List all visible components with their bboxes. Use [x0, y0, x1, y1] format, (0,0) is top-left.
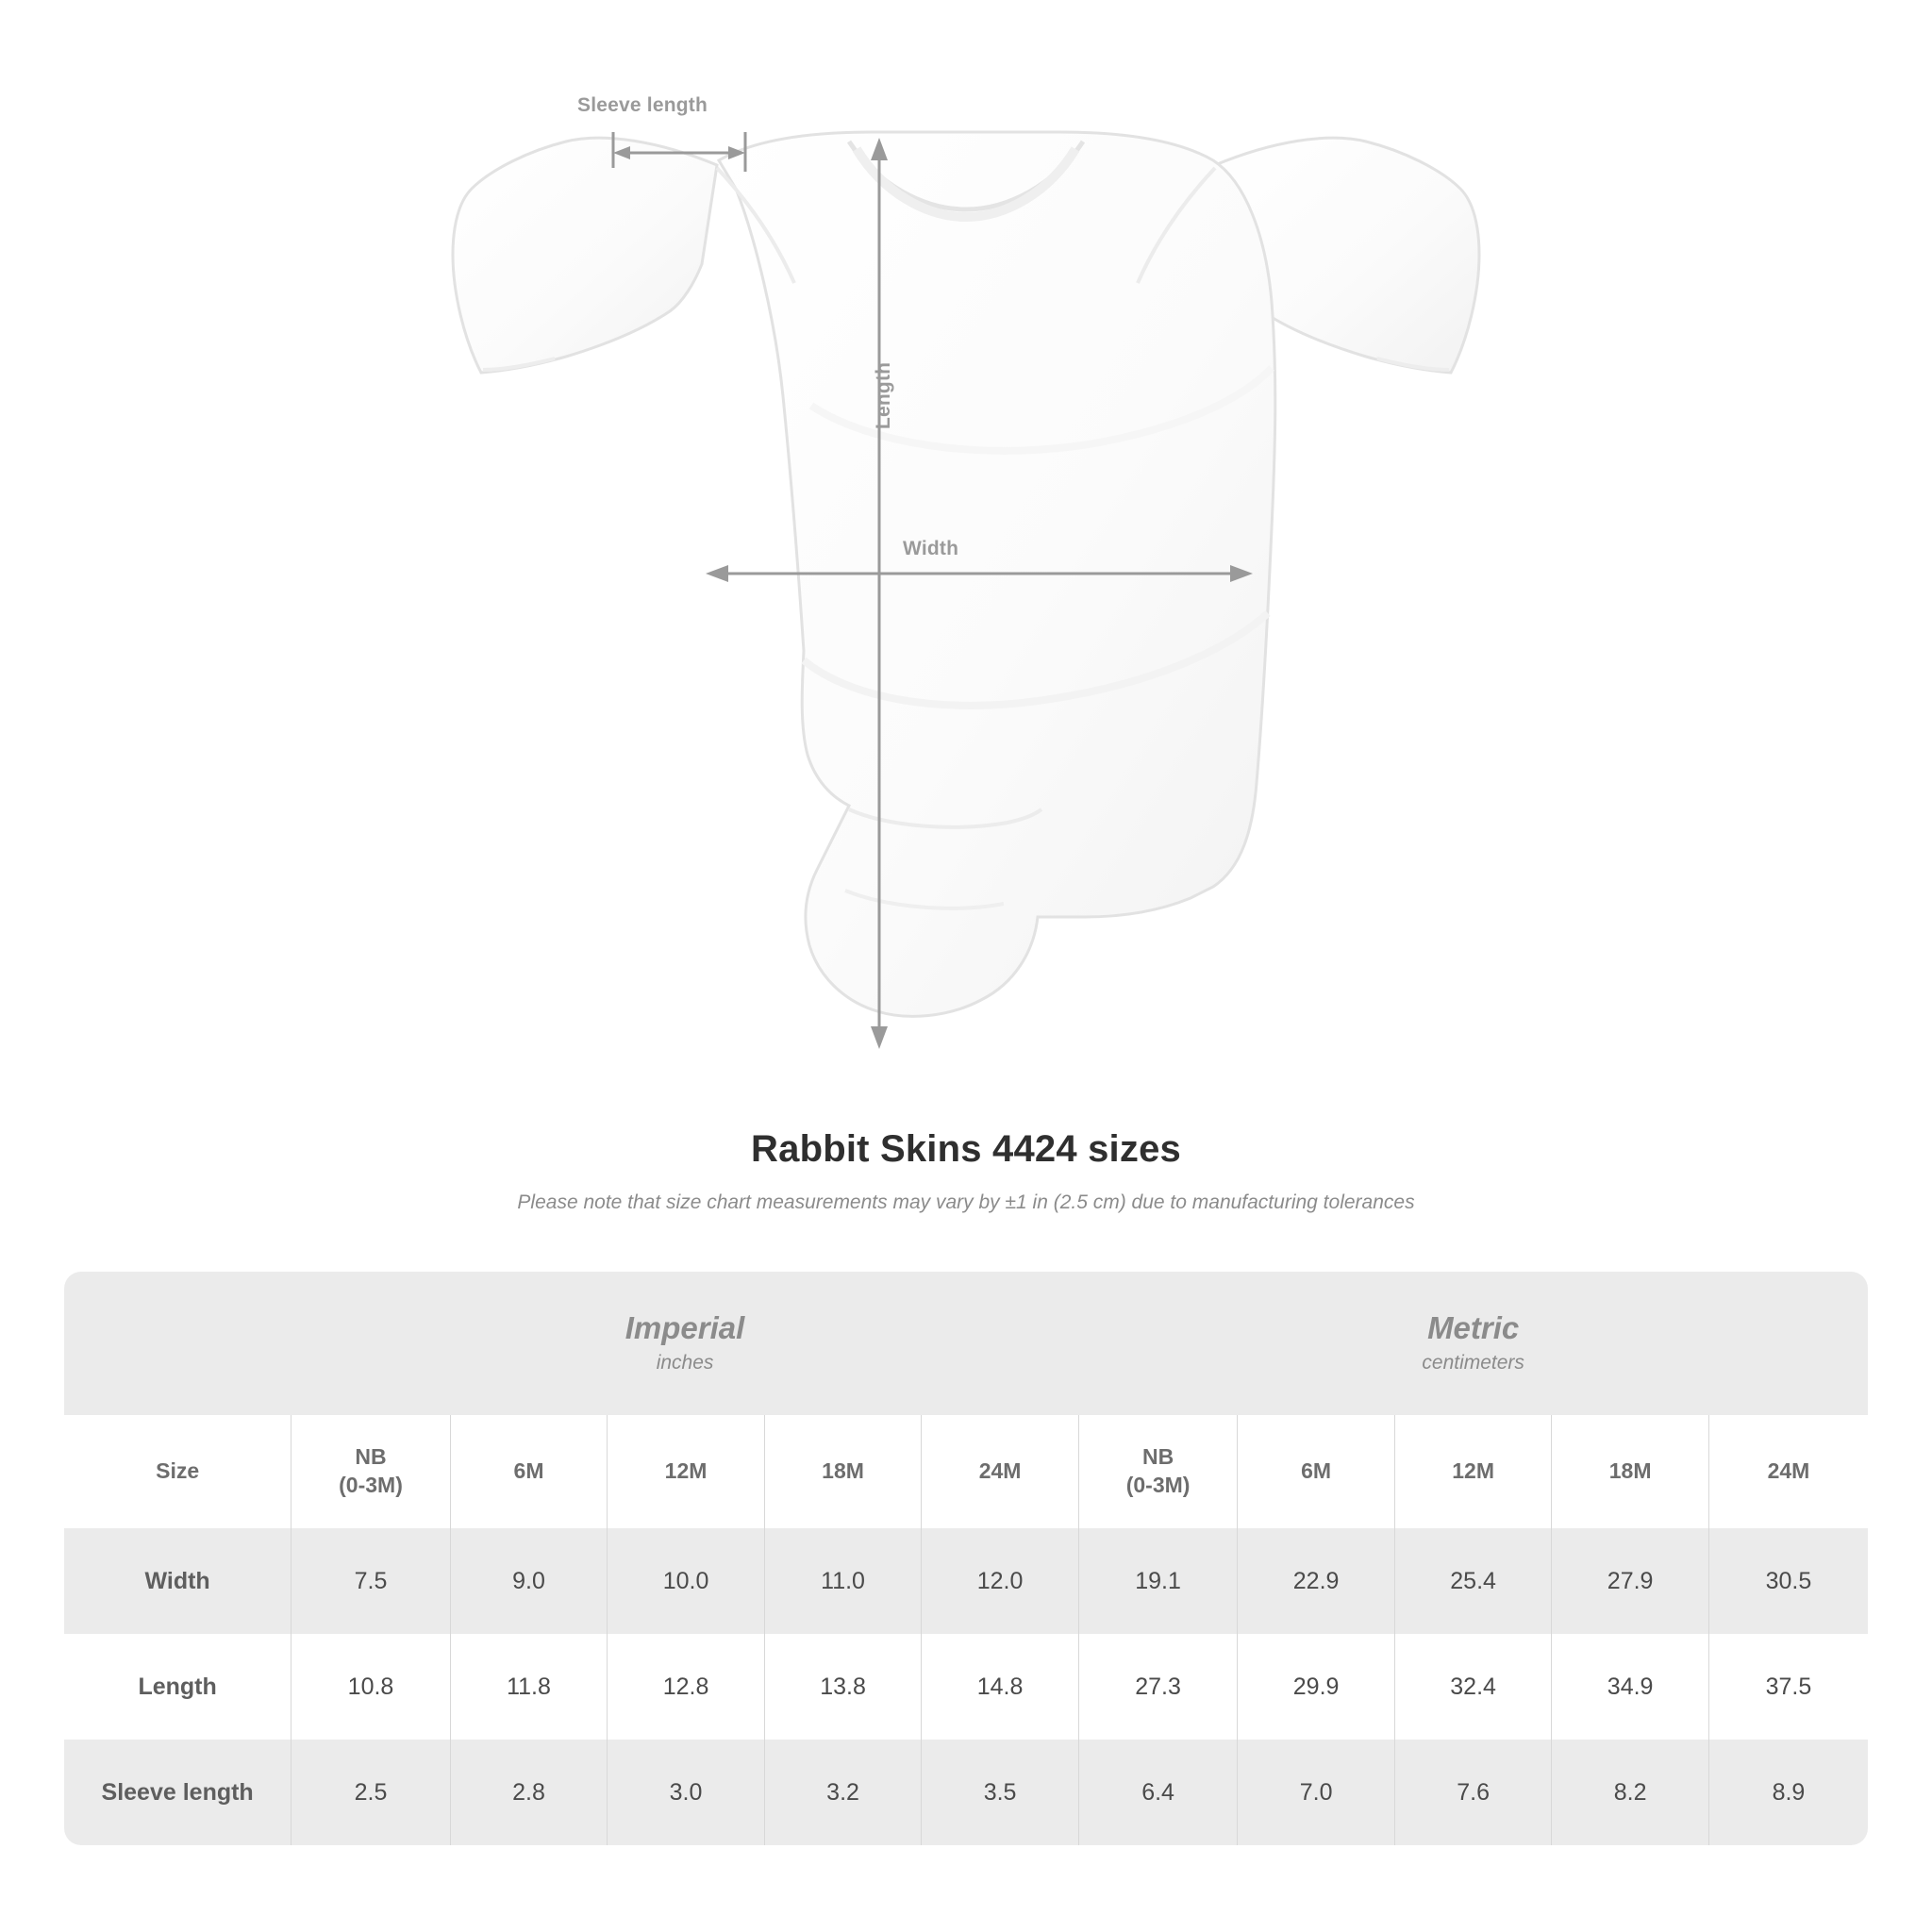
- cell-sleeve-metric-18m: 8.2: [1552, 1740, 1709, 1845]
- header-col-imperial-6m: 6M: [450, 1415, 608, 1528]
- header-col-metric-24m: 24M: [1708, 1415, 1868, 1528]
- unit-row-spacer: [64, 1272, 291, 1415]
- cell-width-imperial-12m: 10.0: [608, 1528, 765, 1634]
- cell-width-imperial-24m: 12.0: [922, 1528, 1079, 1634]
- cell-width-metric-nb: 19.1: [1078, 1528, 1238, 1634]
- header-col-metric-nb-label: NB: [1141, 1444, 1174, 1470]
- cell-sleeve-imperial-18m: 3.2: [764, 1740, 922, 1845]
- title-block: [0, 1128, 1932, 1214]
- cell-sleeve-imperial-12m: 3.0: [608, 1740, 765, 1845]
- cell-sleeve-metric-6m: 7.0: [1238, 1740, 1395, 1845]
- table-row: [64, 1740, 1868, 1845]
- unit-group-row: [64, 1272, 1868, 1415]
- cell-width-metric-18m: 27.9: [1552, 1528, 1709, 1634]
- length-dimension-label: Length: [873, 361, 894, 429]
- unit-group-metric: [1078, 1272, 1868, 1415]
- cell-sleeve-imperial-nb: 2.5: [291, 1740, 451, 1845]
- cell-length-imperial-12m: 12.8: [608, 1634, 765, 1740]
- unit-group-imperial: [291, 1272, 1079, 1415]
- unit-group-metric-sub: centimeters: [1422, 1351, 1524, 1374]
- cell-sleeve-metric-nb: 6.4: [1078, 1740, 1238, 1845]
- header-col-imperial-nb: [291, 1415, 451, 1528]
- row-label-width: Width: [64, 1528, 291, 1634]
- cell-width-metric-6m: 22.9: [1238, 1528, 1395, 1634]
- cell-length-imperial-24m: 14.8: [922, 1634, 1079, 1740]
- row-label-length: Length: [64, 1634, 291, 1740]
- header-col-imperial-18m: 18M: [764, 1415, 922, 1528]
- unit-group-imperial-sub: inches: [656, 1351, 714, 1374]
- sleeve-length-dimension-label: Sleeve length: [577, 94, 708, 116]
- cell-width-metric-24m: 30.5: [1708, 1528, 1868, 1634]
- column-header-row: [64, 1415, 1868, 1528]
- cell-length-imperial-6m: 11.8: [450, 1634, 608, 1740]
- cell-width-imperial-18m: 11.0: [764, 1528, 922, 1634]
- unit-group-metric-name: Metric: [1427, 1309, 1520, 1345]
- header-col-metric-18m: 18M: [1552, 1415, 1709, 1528]
- header-col-imperial-nb-sub: (0-3M): [339, 1473, 403, 1497]
- header-col-metric-6m: 6M: [1238, 1415, 1395, 1528]
- page-title: Rabbit Skins 4424 sizes: [751, 1128, 1181, 1170]
- cell-sleeve-metric-12m: 7.6: [1394, 1740, 1552, 1845]
- cell-width-imperial-nb: 7.5: [291, 1528, 451, 1634]
- header-col-imperial-24m: 24M: [922, 1415, 1079, 1528]
- cell-width-metric-12m: 25.4: [1394, 1528, 1552, 1634]
- table-row: [64, 1634, 1868, 1740]
- row-label-sleeve-length: Sleeve length: [64, 1740, 291, 1845]
- width-dimension-label: Width: [903, 538, 959, 559]
- cell-length-metric-nb: 27.3: [1078, 1634, 1238, 1740]
- table-row: [64, 1528, 1868, 1634]
- cell-sleeve-imperial-6m: 2.8: [450, 1740, 608, 1845]
- cell-length-metric-6m: 29.9: [1238, 1634, 1395, 1740]
- size-table: [64, 1272, 1868, 1845]
- cell-length-imperial-18m: 13.8: [764, 1634, 922, 1740]
- header-col-imperial-nb-label: NB: [355, 1444, 387, 1470]
- cell-length-metric-18m: 34.9: [1552, 1634, 1709, 1740]
- cell-sleeve-imperial-24m: 3.5: [922, 1740, 1079, 1845]
- cell-width-imperial-6m: 9.0: [450, 1528, 608, 1634]
- header-col-metric-12m: 12M: [1394, 1415, 1552, 1528]
- header-col-metric-nb: [1078, 1415, 1238, 1528]
- cell-length-imperial-nb: 10.8: [291, 1634, 451, 1740]
- size-table-wrapper: [64, 1272, 1868, 1845]
- cell-sleeve-metric-24m: 8.9: [1708, 1740, 1868, 1845]
- tolerance-note: Please note that size chart measurements may vary by ±1 in (2.5 cm) due to manufacturing tolerances: [517, 1191, 1415, 1213]
- header-col-imperial-12m: 12M: [608, 1415, 765, 1528]
- cell-length-metric-24m: 37.5: [1708, 1634, 1868, 1740]
- header-col-metric-nb-sub: (0-3M): [1125, 1473, 1191, 1497]
- cell-length-metric-12m: 32.4: [1394, 1634, 1552, 1740]
- header-size-label: Size: [64, 1415, 291, 1528]
- unit-group-imperial-name: Imperial: [625, 1309, 745, 1345]
